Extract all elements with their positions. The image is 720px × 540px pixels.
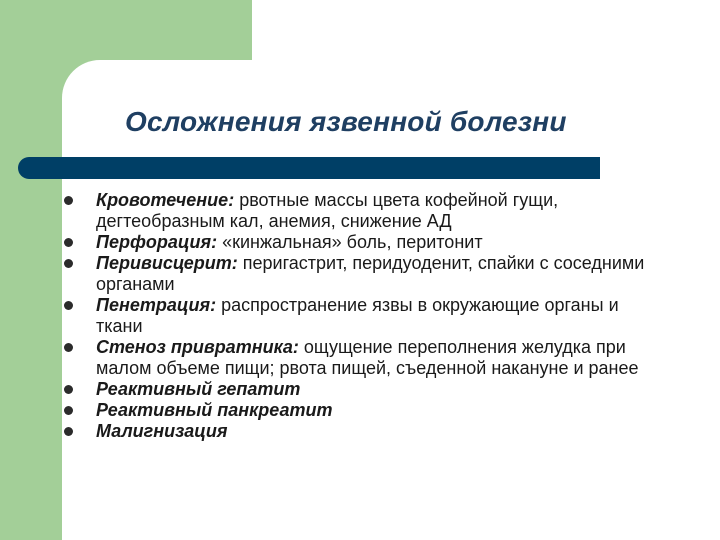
item-text: распространение язвы в окружающие органы и [216, 295, 619, 315]
item-term: Реактивный панкреатит [96, 400, 333, 420]
item-term: Малигнизация [96, 421, 228, 441]
item-line-1 [96, 337, 720, 358]
item-term: Пенетрация: [96, 295, 217, 315]
bullet-icon [64, 406, 73, 415]
item-line-1 [96, 379, 720, 400]
item-text: «кинжальная» боль, перитонит [217, 232, 483, 252]
item-term: Стеноз привратника: [96, 337, 299, 357]
list-item-perforation [60, 232, 720, 253]
list-item-bleeding [60, 190, 720, 232]
item-line-2: малом объеме пищи; рвота пищей, съеденной накануне и ранее [96, 358, 639, 378]
bullet-icon [64, 427, 73, 436]
title-underline-bar [18, 157, 600, 179]
list-item-pyloric-stenosis [60, 337, 720, 379]
item-term: Кровотечение: [96, 190, 235, 210]
item-line-1 [96, 232, 720, 253]
item-line-1 [96, 190, 720, 211]
item-line-2: дегтеобразным кал, анемия, снижение АД [96, 211, 452, 231]
complications-list [60, 190, 720, 442]
item-line-1 [96, 421, 720, 442]
bullet-icon [64, 259, 73, 268]
item-line-2: органами [96, 274, 175, 294]
item-term: Реактивный гепатит [96, 379, 301, 399]
item-term: Перивисцерит: [96, 253, 238, 273]
bullet-icon [64, 196, 73, 205]
bullet-icon [64, 301, 73, 310]
list-item-reactive-pancreatitis [60, 400, 720, 421]
bullet-icon [64, 343, 73, 352]
item-text: рвотные массы цвета кофейной гущи, [234, 190, 559, 210]
item-text: перигастрит, перидуоденит, спайки с соседними [237, 253, 645, 273]
list-item-perivisceritis [60, 253, 720, 295]
item-line-1 [96, 400, 720, 421]
item-line-1 [96, 295, 720, 316]
list-item-malignization [60, 421, 720, 442]
item-term: Перфорация: [96, 232, 218, 252]
list-item-reactive-hepatitis [60, 379, 720, 400]
item-line-2: ткани [96, 316, 143, 336]
bullet-icon [64, 385, 73, 394]
item-line-1 [96, 253, 720, 274]
bullet-icon [64, 238, 73, 247]
slide-title: Осложнения язвенной болезни [125, 106, 567, 137]
item-text: ощущение переполнения желудка при [298, 337, 626, 357]
list-item-penetration [60, 295, 720, 337]
